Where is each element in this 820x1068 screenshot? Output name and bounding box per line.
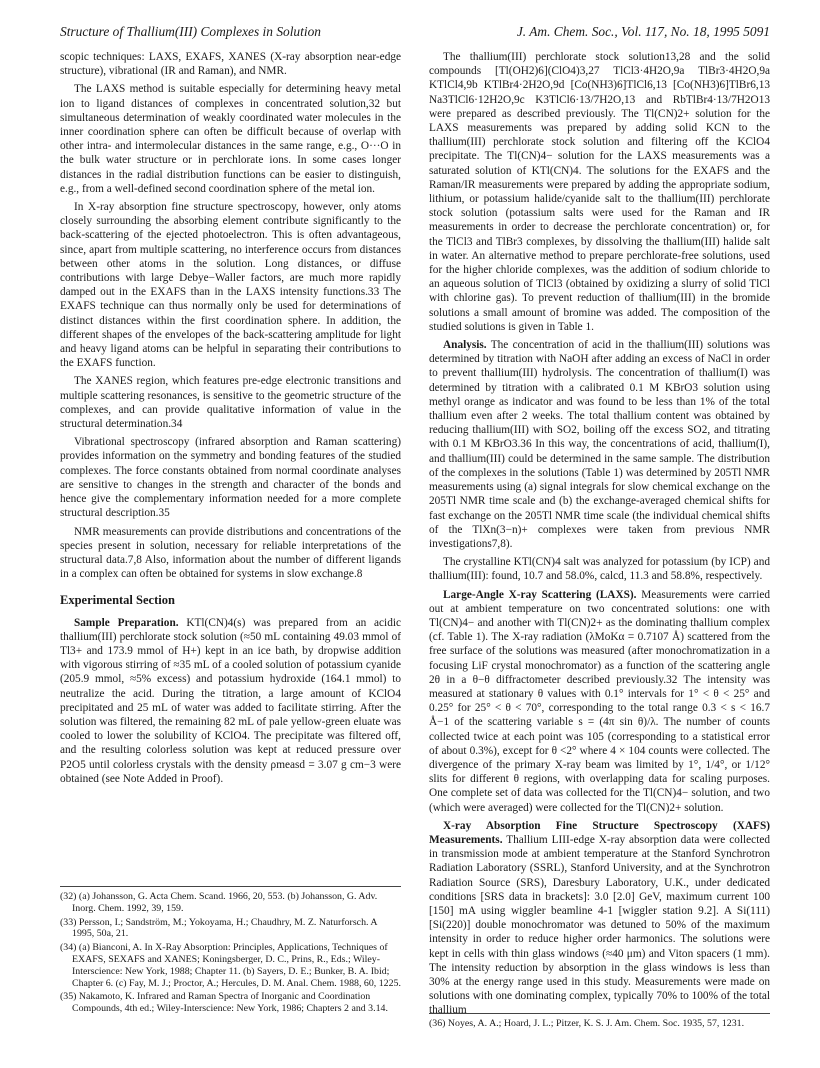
right-column — [429, 50, 770, 1022]
journal-citation: J. Am. Chem. Soc., Vol. 117, No. 18, 1995 5091 — [516, 24, 770, 39]
footnote-rule — [60, 886, 401, 887]
paragraph: The LAXS method is suitable especially for determining heavy metal ion to ligand distances of complexes in concentrated solution,32 but simultaneous determination of weakly coordinated water molecules in the inner coordination sphere can often be difficult because of overlap with other intra- and intermolecular distances in the same range, e.g., O···O in the bulk water structure or in perchlorate ions. In some cases longer distances in the radial distribution functions can be easier to distinguish, e.g., from a well-defined second coordination sphere of the metal ion. — [60, 83, 401, 195]
paragraph: In X-ray absorption fine structure spectroscopy, however, only atoms closely surrounding the absorbing element contribute significantly to the back-scattering of the ejected photoelectron. This is often advantageous, since, apart from multiple scattering, no interference occurs from distances between other atoms in the solution. Long distances, or diffuse contributions with large Debye−Waller factors, are much more rapidly damped out in the EXAFS than in the LAXS intensity functions.33 The EXAFS technique can thus normally only be used for determinations of distinct distances within the first coordination sphere. In addition, the different shapes of the envelopes of the back-scattering amplitude for light and heavy ligand atoms can be helpful in separating their contributions to the EXAFS function. — [60, 201, 401, 370]
running-title: Structure of Thallium(III) Complexes in Solution — [60, 24, 321, 39]
paragraph: scopic techniques: LAXS, EXAFS, XANES (X-ray absorption near-edge structure), vibrational (IR and Raman), and NMR. — [60, 51, 401, 78]
paragraph: NMR measurements can provide distributions and concentrations of the species present in solution, necessary for reliable interpretations of the structural data.7,8 Also, information about the number of different ligands in a complex can often be obtained for systems in slow exchange.8 — [60, 525, 401, 581]
paragraph: The thallium(III) perchlorate stock solution13,28 and the solid compounds [Tl(OH2)6](ClO4)3,27 TlCl3·4H2O,9a TlBr3·4H2O,9a KTlCl4,9b KTlBr4·2H2O,9d [Co(NH3)6]TlCl6,13 [Co(NH3)6]TlBr6,13 Na3TlCl6·12H2O,9c K3TlCl6·13/7H2O,13 and RbTlBr4·13/7H2O13 were prepared as described previously. The Tl(CN)2+ solution for the LAXS measurements was prepared by adding solid KCN to the thallium(III) perchlorate stock solution and filtering off the KClO4 precipitate. The Tl(CN)4− solution for the LAXS measurements was a saturated solution of KTl(CN)4. The solutions for the EXAFS and the Raman/IR measurements were prepared by adding the appropriate sodium, lithium, or potassium halide/cyanide salt to the thallium(III) perchlorate stock solution (potassium salts were used for the Raman and IR measurements in order to decrease the perchlorate concentration) or, for the TlCl3 and TlBr3 complexes, by dissolving the thallium(III) halide salt in water. An alternative method to prepare perchlorate-free solutions, used for the higher chloride complexes, was the addition of sodium chloride to an aqueous solution of TlCl3 (obtained by oxidizing a slurry of solid TlCl with chlorine gas). To prevent reduction of thallium(III) in the bromide solutions a small amount of bromine was added. The composition of the studied solutions is given in Table 1. — [429, 51, 770, 333]
footnote: (35) Nakamoto, K. Infrared and Raman Spectra of Inorganic and Coordination Compounds, 4th ed.; Wiley-Interscience: New York, 1986; Chapters 2 and 3.14. — [60, 991, 388, 1015]
paragraph — [429, 338, 770, 551]
paragraph — [429, 588, 770, 815]
run-in-heading: Analysis. — [443, 339, 487, 352]
running-header — [60, 24, 770, 46]
paragraph: Vibrational spectroscopy (infrared absorption and Raman scattering) provides information on the symmetry and bonding features of the studied complexes. The force constants obtained from normal coordinate analyses are sensitive to changes in the strength and character of the bonds and hence give the complementary information needed for a more complete structural description.35 — [60, 436, 401, 520]
paragraph-body: The concentration of acid in the thallium(III) solutions was determined by titration with NaOH after adding an excess of NaCl in order to prevent thallium(III) hydrolysis. The concentration of thallium(I) was determined by titration with a calibrated 0.1 M KBrO3 solution using methyl orange as indicator and was found to be less than 1% of the total thallium even after 2 weeks. The total thallium content was obtained by reducing thallium(III) with SO2, boiling off the excess SO2, and titrating with 0.1 M KBrO3.36 In this way, the concentrations of acid, thallium(I), and thallium(III) could be determined in the same sample. The distribution of the complexes in the solutions (Table 1) was determined by 205Tl NMR measurements using (a) signal integrals for slow chemical exchange on the 205Tl NMR time scale and (b) the exchange-averaged chemical shifts for fast exchange on the 205Tl NMR time scale (the individual chemical shifts of the TlXn(3−n)+ complexes were taken from previous NMR investigations7,8). — [429, 339, 770, 550]
paragraph-body: Thallium LIII-edge X-ray absorption data were collected in transmission mode at ambient temperature at the Stanford Synchrotron Radiation Laboratory (SSRL), Stanford University, and at the Synchrotron Radiation Source (SRS), Daresbury Laboratory, U.K., under dedicated conditions [SRS data in brackets]: 3.0 [2.0] GeV, maximum current 100 [150] mA using wiggler beamline 4-1 [wiggler station 9.2]. A Si(111) [Si(220)] double monochromator was detuned to 50% of the maximum intensity in order to reduce higher order harmonics. The solutions were kept in cells with thin glass windows (≈40 μm) and Viton spacers (1 mm). The intensity reduction by absorption in the glass windows is less than 30% at the energy range used in this study. Measurements were made on solutions with one dominating complex, typically 70% to 100% of the total thallium — [429, 833, 770, 1017]
footnotes-left — [60, 886, 401, 1017]
footnote: (36) Noyes, A. A.; Hoard, J. L.; Pitzer, K. S. J. Am. Chem. Soc. 1935, 57, 1231. — [429, 1018, 745, 1029]
paragraph-body: Measurements were carried out at ambient temperature on two concentrated solutions: one with Tl(CN)4− and another with Tl(CN)2+ as the dominating thallium complex (cf. Table 1). The X-ray radiation (λMoKα = 0.7107 Å) scattered from the free surface of the solutions was measured (after monochromatization in a focusing LiF crystal monochromator) as a function of the scattering angle 2θ in a θ−θ diffractometer described previously.32 The intensity was measured at stationary θ values with 0.1° intervals for 1° < θ < 25° and 0.25° for 25° < θ < 70°, corresponding to the total range 0.3 < s < 16.7 Å−1 of the scattering variable s = (4π sin θ)/λ. The number of counts collected twice at each point was 105 (corresponding to a statistical error of about 0.3%), except for θ <2° where 4 × 104 counts were collected. The divergence of the primary X-ray beam was limited by 1°, 1/4°, or 1/12° slits for different θ regions, with overlapping data for scaling purposes. One complete set of data was collected for the Tl(CN)4− solution, and two (which were averaged) were collected for the Tl(CN)2+ solution. — [429, 588, 770, 814]
paragraph — [60, 616, 401, 786]
footnotes-right — [429, 1013, 770, 1032]
footnote: (33) Persson, I.; Sandström, M.; Yokoyama, H.; Chaudhry, M. Z. Naturforsch. A 1995, 50a, 21. — [60, 916, 377, 940]
run-in-heading: X-ray Absorption Fine Structure Spectroscopy (XAFS) Measurements. — [429, 819, 770, 846]
left-column — [60, 50, 401, 790]
paragraph: The XANES region, which features pre-edge electronic transitions and multiple scattering resonances, is sensitive to the geometric structure of the complexes, and can provide qualitative information of value in the structural determination.34 — [60, 375, 401, 431]
paragraph: The crystalline KTl(CN)4 salt was analyzed for potassium (by ICP) and thallium(III): found, 10.7 and 58.0%, calcd, 11.3 and 58.8%, respectively. — [429, 556, 770, 583]
footnote: (34) (a) Bianconi, A. In X-Ray Absorption: Principles, Applications, Techniques of EXAFS, SEXAFS and XANES; Koningsberger, D. C., Prins, R., Eds.; Wiley-Interscience: New York, 1988; Chapter 11. (b) Sayers, D. E.; Bunker, B. A. Ibid; Chapter 6. (c) Fay, M. J.; Proctor, A.; Hercules, D. M. Anal. Chem. 1988, 60, 1225. — [60, 942, 401, 989]
paragraph-body: KTl(CN)4(s) was prepared from an acidic thallium(III) perchlorate stock solution (≈50 mL containing 49.03 mmol of Tl3+ and 173.9 mmol of H+) kept in an ice bath, by dropwise addition with vigorous stirring of ≈35 mL of a cooled solution of potassium cyanide (205.9 mmol, ≈5% excess) and potassium hydroxide (164.1 mmol) to neutralize the acid. During the titration, a large amount of KClO4 precipitated and 25 mL of water was added to facilitate stirring. After the solution was filtered, the remaining 82 mL of pale yellow-green eluate was cooled to lower the solubility of KClO4. The precipitate was filtered off, and the resulting colorless solution was kept at reduced pressure over P2O5 until colorless crystals with the density ρmeasd = 3.07 g cm−3 were obtained (see Note Added in Proof). — [60, 616, 402, 785]
run-in-heading: Large-Angle X-ray Scattering (LAXS). — [443, 588, 637, 601]
section-heading: Experimental Section — [60, 593, 175, 608]
run-in-heading: Sample Preparation. — [74, 616, 179, 629]
footnote: (32) (a) Johansson, G. Acta Chem. Scand. 1966, 20, 553. (b) Johansson, G. Adv. Inorg. Chem. 1992, 39, 159. — [60, 891, 378, 914]
paragraph — [429, 819, 770, 1018]
footnote-rule — [429, 1013, 770, 1014]
